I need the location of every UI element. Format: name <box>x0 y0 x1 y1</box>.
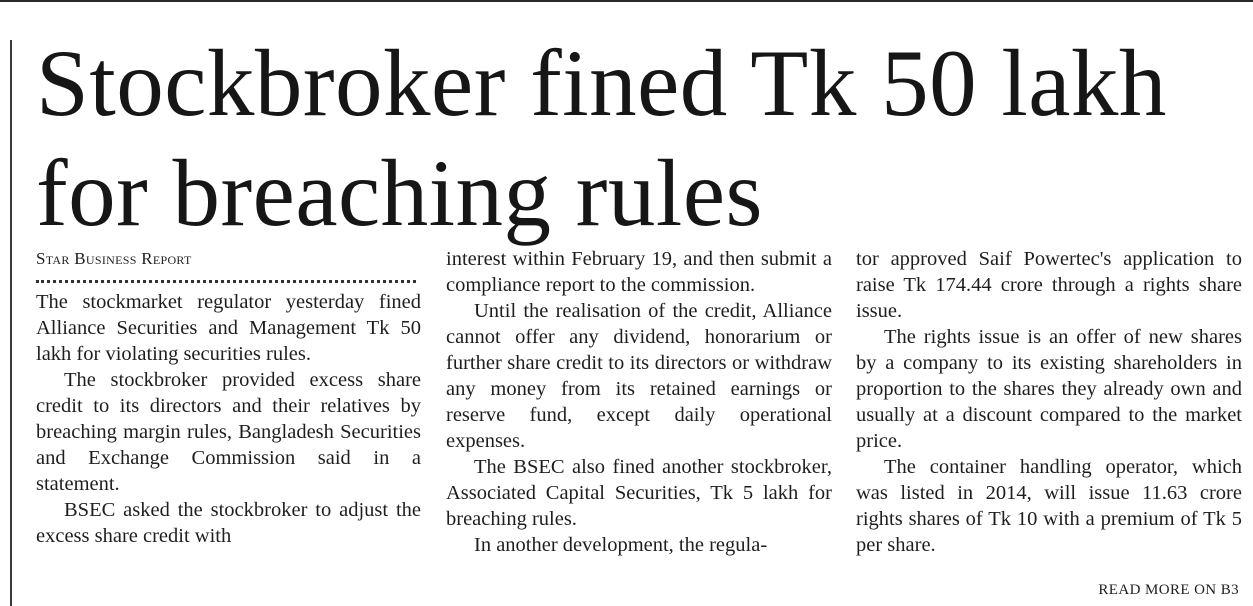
article-column-2 <box>446 246 832 558</box>
byline-divider <box>36 280 416 283</box>
headline: Stockbroker fined Tk 50 lakh for breaching rules <box>36 30 1167 246</box>
left-column-rule <box>10 40 12 606</box>
paragraph: BSEC asked the stockbroker to adjust the excess share credit with <box>36 499 421 547</box>
article-column-1 <box>36 246 421 549</box>
paragraph: The container handling operator, which was listed in 2014, will issue 11.63 crore rights shares of Tk 10 with a premium of Tk 5 per share. <box>856 456 1242 556</box>
read-more-link[interactable]: READ MORE ON B3 <box>1098 582 1239 598</box>
paragraph: Until the realisation of the credit, Alliance cannot offer any dividend, honorarium or further share credit to its directors or withdraw any money from its retained earnings or reserve fund, except daily operational expenses. <box>446 300 832 452</box>
byline: Star Business Report <box>36 249 192 268</box>
paragraph: interest within February 19, and then submit a compliance report to the commission. <box>446 248 832 296</box>
paragraph: In another development, the regula- <box>474 534 768 556</box>
paragraph: The stockmarket regulator yesterday fined Alliance Securities and Management Tk 50 lakh for violating securities rules. <box>36 291 421 365</box>
top-rule <box>0 0 1253 2</box>
paragraph: tor approved Saif Powertec's application to raise Tk 174.44 crore through a rights share issue. <box>856 248 1242 322</box>
article-column-3 <box>856 246 1242 558</box>
paragraph: The stockbroker provided excess share credit to its directors and their relatives by breaching margin rules, Bangladesh Securities and Exchange Commission said in a statement. <box>36 369 421 495</box>
paragraph: The rights issue is an offer of new shares by a company to its existing shareholders in proportion to the shares they already own and usually at a discount compared to the market price. <box>856 326 1242 452</box>
paragraph: The BSEC also fined another stockbroker, Associated Capital Securities, Tk 5 lakh for breaching rules. <box>446 456 832 530</box>
